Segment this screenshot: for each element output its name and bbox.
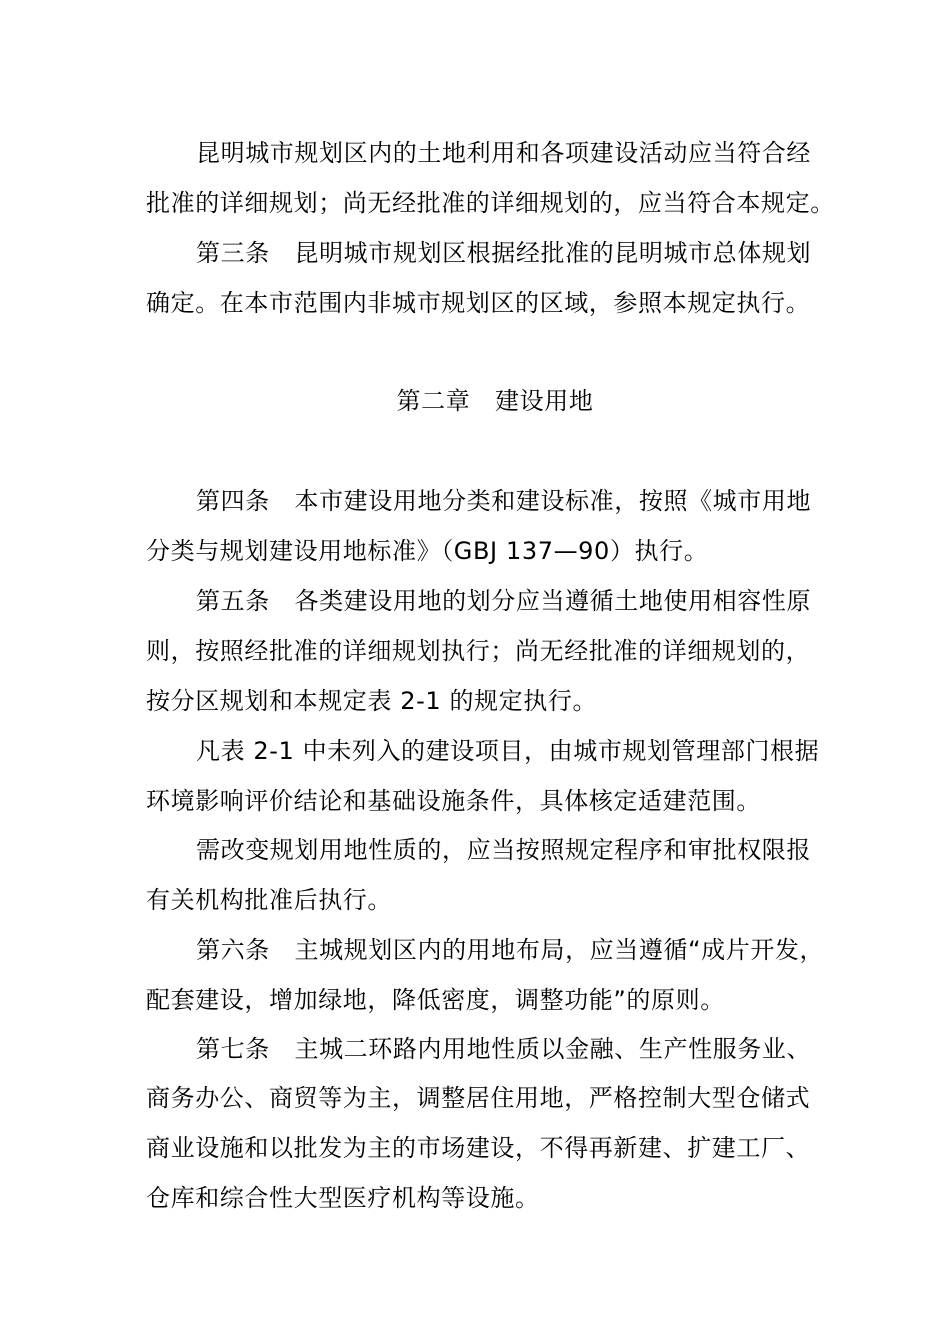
article-line: 配套建设，增加绿地，降低密度，调整功能”的原则。 [146, 986, 725, 1014]
article-line: 第六条 主城规划区内的用地布局，应当遵循“成片开发， [196, 936, 825, 964]
article-line: 第三条 昆明城市规划区根据经批准的昆明城市总体规划 [196, 239, 812, 267]
article-line: 商业设施和以批发为主的市场建设，不得再新建、扩建工厂、 [146, 1134, 811, 1162]
paragraph-line: 批准的详细规划；尚无经批准的详细规划的，应当符合本规定。 [146, 189, 835, 217]
article-line: 第四条 本市建设用地分类和建设标准，按照《城市用地 [196, 487, 812, 515]
article-line: 第五条 各类建设用地的划分应当遵循土地使用相容性原 [196, 587, 812, 615]
article-line: 确定。在本市范围内非城市规划区的区域，参照本规定执行。 [146, 289, 811, 317]
article-line: 第七条 主城二环路内用地性质以金融、生产性服务业、 [196, 1035, 812, 1063]
paragraph-line: 有关机构批准后执行。 [146, 886, 392, 914]
article-line: 分类与规划建设用地标准》（GBJ 137—90）执行。 [146, 537, 709, 565]
article-line: 则，按照经批准的详细规划执行；尚无经批准的详细规划的， [146, 637, 811, 665]
article-line: 按分区规划和本规定表 2-1 的规定执行。 [146, 687, 598, 715]
article-line: 商务办公、商贸等为主，调整居住用地，严格控制大型仓储式 [146, 1084, 811, 1112]
paragraph-line: 需改变规划用地性质的，应当按照规定程序和审批权限报 [196, 836, 811, 864]
paragraph-line: 环境影响评价结论和基础设施条件，具体核定适建范围。 [146, 787, 761, 815]
chapter-title: 第二章 建设用地 [396, 387, 594, 415]
article-line: 仓库和综合性大型医疗机构等设施。 [146, 1184, 540, 1212]
paragraph-line: 凡表 2-1 中未列入的建设项目，由城市规划管理部门根据 [196, 737, 820, 765]
paragraph-line: 昆明城市规划区内的土地利用和各项建设活动应当符合经 [196, 139, 811, 167]
